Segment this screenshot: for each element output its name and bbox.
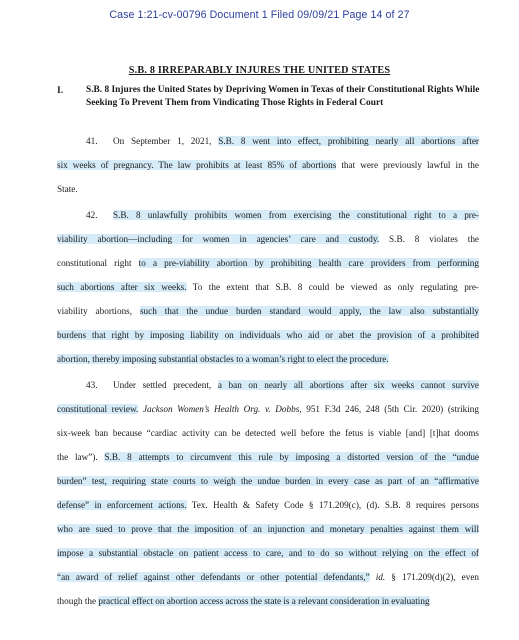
text-line	[57, 299, 479, 323]
highlighted-text: practical effect on abortion access across the state is a relevant consideration in evaluating	[98, 596, 430, 606]
text-line	[57, 203, 479, 227]
paragraph-43	[57, 373, 479, 613]
highlighted-text: viability abortion—including for women in agencies’ care and custody.	[57, 234, 380, 244]
text-line	[57, 129, 479, 153]
text-segment: State.	[57, 184, 78, 194]
text-segment: that were previously lawful in the	[336, 160, 479, 170]
highlighted-text: who are sued to prove that the imposition of an injunction and monetary penalties against them will	[57, 524, 479, 534]
text-line	[57, 227, 479, 251]
text-segment: the law”).	[57, 452, 105, 462]
text-line	[57, 275, 479, 299]
highlighted-text: impose a substantial obstacle on patient access to care, and to do so without relying on the effect of	[57, 548, 479, 558]
paragraph-number: 42.	[86, 210, 98, 220]
text-line	[57, 251, 479, 275]
highlighted-text: a ban on nearly all abortions after six weeks cannot survive	[217, 380, 479, 390]
highlighted-text: such that the undue burden standard would apply, the law also substantially	[139, 306, 479, 316]
text-line	[57, 541, 479, 565]
text-segment: though the	[57, 596, 99, 606]
paragraph-42	[57, 203, 479, 371]
text-line	[57, 469, 479, 493]
highlighted-text: constitutional review.	[57, 404, 139, 414]
highlighted-text: such abortions after six weeks.	[57, 282, 187, 292]
highlighted-text: “an award of relief against other defendants or other potential defendants,”	[57, 572, 370, 582]
text-segment: To the extent that S.B. 8 could be viewed as only regulating pre-	[186, 282, 479, 292]
text-line	[57, 589, 479, 613]
highlighted-text: burden” test, requiring state courts to weigh the undue burden in every case as part of an “affirmative	[57, 476, 479, 486]
text-segment: S.B. 8 violates the	[379, 234, 479, 244]
highlighted-text: S.B. 8 went into effect, prohibiting nearly all abortions after	[218, 136, 479, 146]
text-line	[57, 397, 479, 421]
section-title: S.B. 8 IRREPARABLY INJURES THE UNITED STATES	[128, 65, 391, 76]
text-segment: id.	[375, 572, 386, 582]
text-segment: constitutional right	[57, 258, 139, 268]
text-segment: On September 1, 2021,	[113, 136, 219, 146]
text-segment: Under settled precedent,	[113, 380, 218, 390]
subsection-number: I.	[57, 85, 64, 96]
text-line	[57, 445, 479, 469]
text-line	[57, 153, 479, 177]
case-header: Case 1:21-cv-00796 Document 1 Filed 09/09/21 Page 14 of 27	[109, 9, 410, 21]
highlighted-text: to a pre-viability abortion by prohibiting health care providers from performing	[138, 258, 479, 268]
text-line	[57, 347, 479, 371]
highlighted-text: defense” in enforcement actions.	[57, 500, 187, 510]
text-segment: Jackson Women’s Health Org. v. Dobbs	[142, 404, 300, 414]
text-segment: , 951 F.3d 246, 248 (5th Cir. 2020) (striking	[299, 404, 479, 414]
highlighted-text: burdens that right by imposing liability on individuals who aid or abet the provision of a prohibited	[57, 330, 479, 340]
text-line	[57, 177, 479, 201]
text-segment: six-week ban because “cardiac activity can be detected well before the fetus is viable [and] [t]hat dooms	[57, 428, 479, 438]
paragraph-number: 43.	[86, 380, 98, 390]
highlighted-text: S.B. 8 unlawfully prohibits women from exercising the constitutional right to a pre-	[113, 210, 479, 220]
text-segment: § 171.209(d)(2), even	[385, 572, 479, 582]
text-line	[57, 373, 479, 397]
paragraph-number: 41.	[86, 136, 98, 146]
highlighted-text: abortion, thereby imposing substantial obstacles to a woman’s right to elect the procedure.	[57, 354, 389, 364]
highlighted-text: six weeks of pregnancy. The law prohibits at least 85% of abortions	[57, 160, 337, 170]
text-line	[57, 517, 479, 541]
subsection-heading: S.B. 8 Injures the United States by Depriving Women in Texas of their Constitutional Rights While Seeking To Prevent Them from Vindicating Those Rights in Federal Court	[86, 85, 480, 108]
text-line	[57, 421, 479, 445]
highlighted-text: S.B. 8 attempts to circumvent this rule by imposing a distorted version of the “undue	[104, 452, 479, 462]
paragraph-41	[57, 129, 479, 201]
text-segment: Tex. Health & Safety Code § 171.209(c), (d). S.B. 8 requires persons	[186, 500, 479, 510]
text-line	[57, 323, 479, 347]
text-line	[57, 493, 479, 517]
text-segment: viability abortions,	[57, 306, 140, 316]
text-line	[57, 565, 479, 589]
